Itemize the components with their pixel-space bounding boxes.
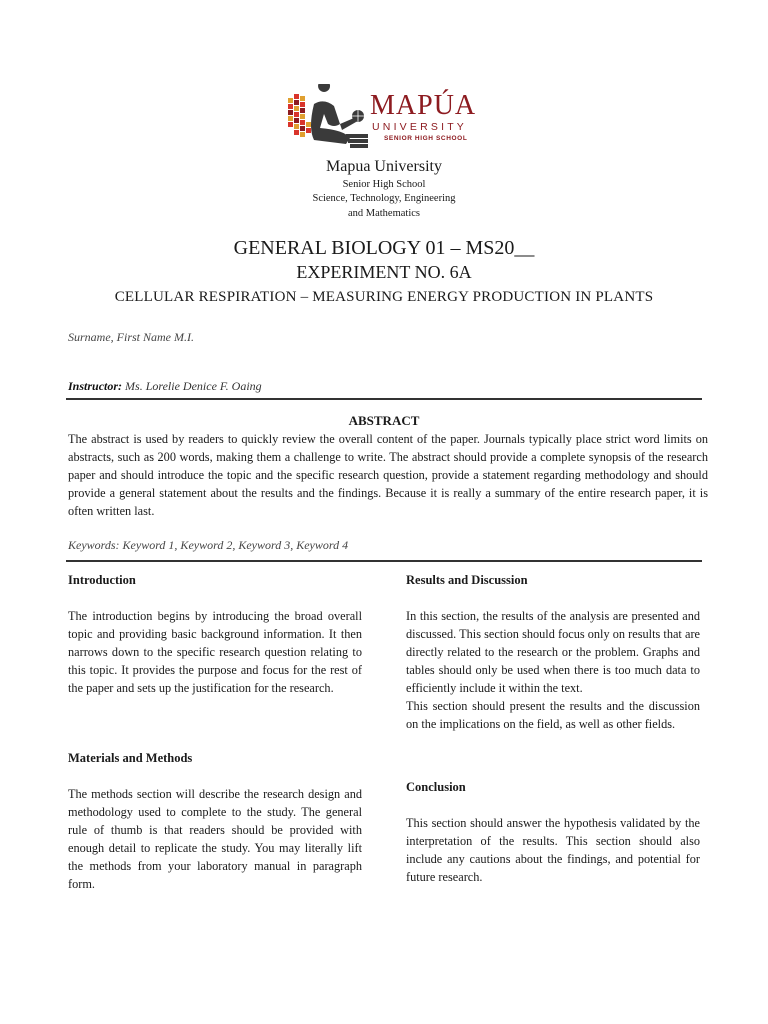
results-heading: Results and Discussion (406, 573, 528, 587)
conclusion-body: This section should answer the hypothesis validated by the interpretation of the results. This section should also include any cautions about the findings, and potential for future research. (406, 816, 700, 884)
logo-university-text: UNIVERSITY (372, 121, 468, 133)
conclusion-heading: Conclusion (406, 780, 466, 794)
author-name: Surname, First Name M.I. (68, 330, 194, 344)
introduction-body: The introduction begins by introducing the broad overall topic and providing basic background information. It then narrows down to the specific research question relating to this topic. It provides the purpose and focus for the rest of the paper and sets up the justification for the research. (68, 609, 362, 695)
results-paragraph-2: This section should present the results and the discussion on the implications on the field, as well as other fields. (406, 699, 700, 731)
results-paragraph-1: In this section, the results of the analysis are presented and discussed. This section should focus only on results that are directly related to the research or the problem. Graphs and tables should only be used when there is too much data to efficiently include it within the text. (406, 609, 700, 695)
course-title: GENERAL BIOLOGY 01 – MS20__ (233, 237, 535, 259)
methods-body: The methods section will describe the research design and methodology used to complete to the study. The general rule of thumb is that readers should be provided with enough detail to replicate the study. You may literally lift the methods from your laboratory manual in paragraph form. (68, 787, 362, 891)
logo-wordmark: MAPÚA (370, 90, 477, 121)
institution-line-1: Senior High School (342, 179, 426, 190)
logo-school-text: SENIOR HIGH SCHOOL (384, 135, 468, 142)
institution-line-3: and Mathematics (347, 208, 421, 219)
results-body (406, 607, 700, 733)
introduction-heading: Introduction (68, 573, 136, 587)
institution-name: Mapua University (326, 158, 442, 175)
keywords-line: Keywords: Keyword 1, Keyword 2, Keyword 3, Keyword 4 (68, 538, 349, 552)
instructor-label: Instructor: (68, 379, 123, 393)
university-logo (284, 84, 484, 154)
paper-title: CELLULAR RESPIRATION – MEASURING ENERGY PRODUCTION IN PLANTS (114, 289, 654, 305)
abstract-body: The abstract is used by readers to quickly review the overall content of the paper. Journals typically place strict word limits on abstracts, such as 200 words, making them a challenge to write. The abstract should provide a complete synopsis of the research paper and should introduce the topic and the specific research question, provide a statement regarding methodology and should provide a general statement about the results and the findings. Because it is really a summary of the entire research paper, it is often written last. (68, 432, 708, 518)
experiment-number: EXPERIMENT NO. 6A (296, 262, 472, 282)
instructor-line (68, 379, 262, 394)
institution-line-2: Science, Technology, Engineering (312, 193, 456, 204)
divider-bottom (66, 560, 702, 562)
methods-heading: Materials and Methods (68, 751, 193, 765)
instructor-name: Ms. Lorelie Denice F. Oaing (122, 379, 262, 393)
logo-emblem-icon (284, 84, 374, 154)
abstract-heading: ABSTRACT (348, 413, 420, 428)
divider-top (66, 398, 702, 400)
